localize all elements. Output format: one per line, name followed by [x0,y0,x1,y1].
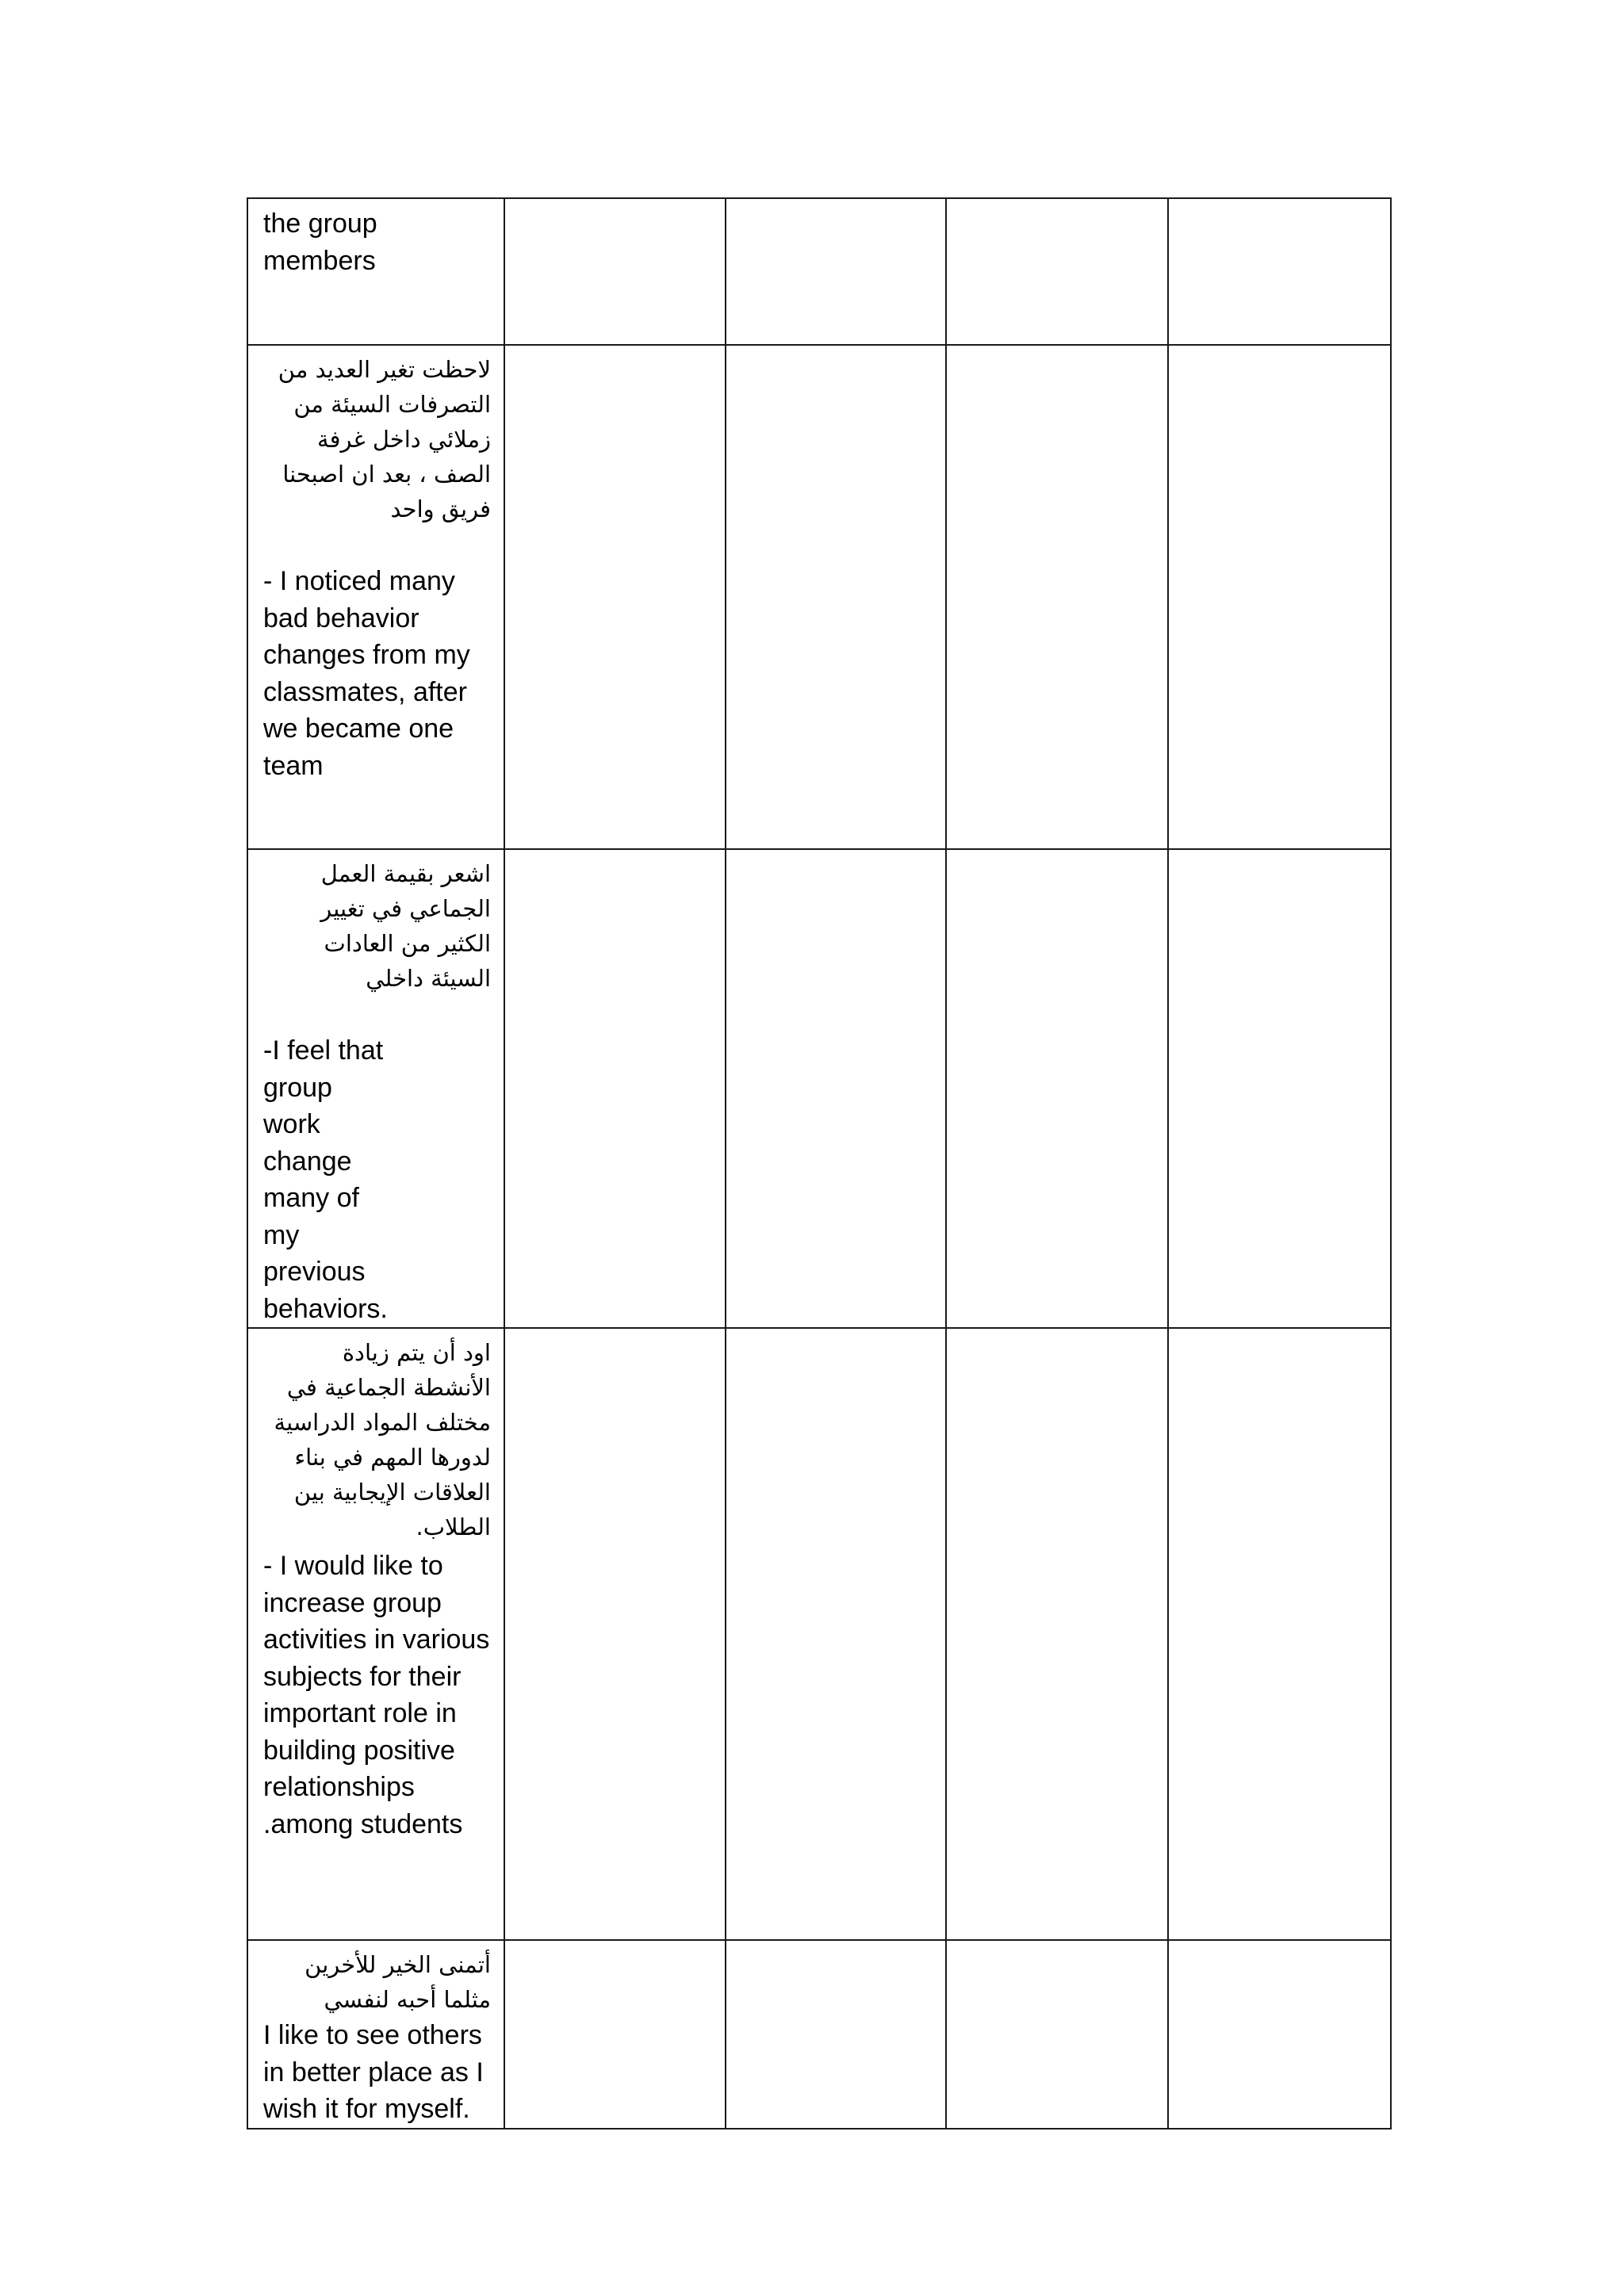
statement-english: - I would like to increase group activities in various subjects for their important role in building positive relationships .among students [263,1551,490,1839]
table-row [247,849,1391,1328]
statement-english: - I noticed many bad behavior changes from my classmates, after we became one team [263,566,470,781]
statement-english: the group members [263,209,377,276]
statement-english: I like to see others in better place as I wish it for myself. [263,2020,484,2124]
statement-arabic: اشعر بقيمة العمل الجماعي في تغيير الكثير من العادات السيئة داخلي [320,860,491,992]
rating-cell[interactable] [504,849,726,1328]
rating-cell[interactable] [726,1328,946,1940]
survey-table [247,197,1392,2130]
rating-cell[interactable] [1168,1940,1391,2129]
table-row [247,1328,1391,1940]
rating-cell[interactable] [726,1940,946,2129]
statement-english: -I feel that group work change many of my previous behaviors. [263,1035,388,1324]
rating-cell[interactable] [1168,345,1391,849]
rating-cell[interactable] [946,1328,1168,1940]
rating-cell[interactable] [1168,1328,1391,1940]
table-row [247,1940,1391,2129]
statement-arabic: اود أن يتم زيادة الأنشطة الجماعية في مختلف المواد الدراسية لدورها المهم في بناء العلاقات الإيجابية بين الطلاب. [274,1339,491,1540]
rating-cell[interactable] [946,849,1168,1328]
statement-arabic: أتمنى الخير للأخرين مثلما أحبه لنفسي [304,1951,491,2013]
statement-cell [247,849,504,1328]
table-row [247,345,1391,849]
rating-cell[interactable] [1168,198,1391,345]
rating-cell[interactable] [726,849,946,1328]
statement-cell [247,345,504,849]
rating-cell[interactable] [946,345,1168,849]
statement-cell [247,198,504,345]
rating-cell[interactable] [726,198,946,345]
rating-cell[interactable] [504,345,726,849]
statement-cell [247,1328,504,1940]
rating-cell[interactable] [504,198,726,345]
rating-cell[interactable] [504,1940,726,2129]
statement-arabic: لاحظت تغير العديد من التصرفات السيئة من زملائي داخل غرفة الصف ، بعد ان اصبحنا فريق واحد [278,356,491,522]
rating-cell[interactable] [946,1940,1168,2129]
rating-cell[interactable] [1168,849,1391,1328]
table-row [247,198,1391,345]
rating-cell[interactable] [946,198,1168,345]
rating-cell[interactable] [726,345,946,849]
rating-cell[interactable] [504,1328,726,1940]
statement-cell [247,1940,504,2129]
